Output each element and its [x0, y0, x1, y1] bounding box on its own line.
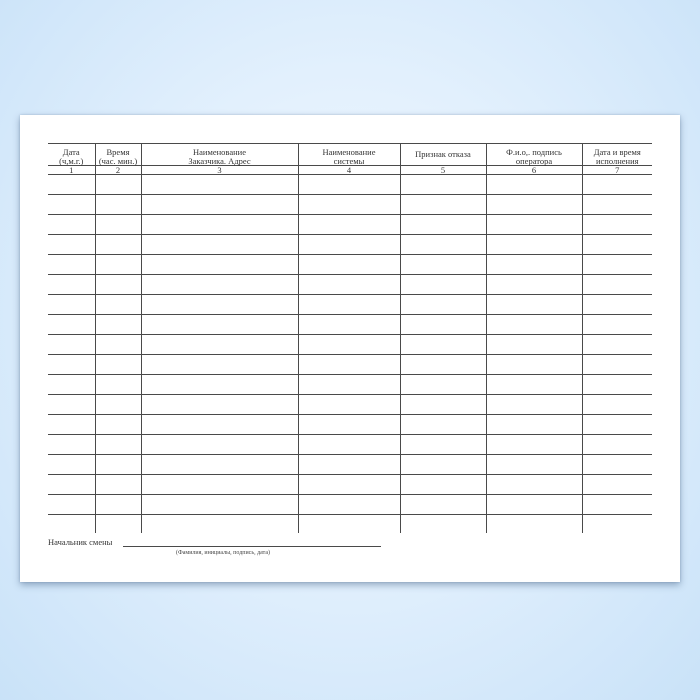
- table-cell[interactable]: [486, 435, 582, 455]
- table-cell[interactable]: [298, 355, 400, 375]
- table-row: [48, 315, 652, 335]
- table-cell[interactable]: [298, 495, 400, 515]
- table-cell[interactable]: [486, 375, 582, 395]
- table-cell[interactable]: [48, 415, 95, 435]
- table-cell[interactable]: [298, 455, 400, 475]
- table-cell[interactable]: [95, 195, 141, 215]
- table-cell[interactable]: [48, 195, 95, 215]
- table-cell[interactable]: [582, 215, 652, 235]
- table-row: [48, 515, 652, 534]
- table-cell[interactable]: [141, 455, 298, 475]
- table-cell[interactable]: [298, 395, 400, 415]
- table-cell[interactable]: [582, 335, 652, 355]
- col-number: 1: [48, 166, 95, 175]
- table-row: [48, 235, 652, 255]
- table-cell[interactable]: [141, 175, 298, 195]
- table-cell[interactable]: [48, 455, 95, 475]
- table-cell[interactable]: [400, 375, 486, 395]
- col-header-completion: Дата и время исполнения: [582, 144, 652, 166]
- table-cell[interactable]: [95, 295, 141, 315]
- table-row: [48, 295, 652, 315]
- col-number: 3: [141, 166, 298, 175]
- table-cell[interactable]: [141, 415, 298, 435]
- table-cell[interactable]: [486, 195, 582, 215]
- journal-table: [48, 143, 652, 533]
- table-cell[interactable]: [582, 475, 652, 495]
- table-cell[interactable]: [298, 215, 400, 235]
- table-cell[interactable]: [400, 355, 486, 375]
- table-cell[interactable]: [298, 295, 400, 315]
- col-header-date: Дата (ч,м.г.): [48, 144, 95, 166]
- table-row: [48, 335, 652, 355]
- table-cell[interactable]: [95, 335, 141, 355]
- table-cell[interactable]: [486, 255, 582, 275]
- table-cell[interactable]: [582, 195, 652, 215]
- table-cell[interactable]: [400, 295, 486, 315]
- table-cell[interactable]: [400, 215, 486, 235]
- col-header-time: Время (час. мин.): [95, 144, 141, 166]
- table-cell[interactable]: [48, 215, 95, 235]
- table-cell[interactable]: [141, 495, 298, 515]
- table-cell[interactable]: [141, 275, 298, 295]
- table-cell[interactable]: [95, 255, 141, 275]
- table-cell[interactable]: [48, 355, 95, 375]
- table-row: [48, 195, 652, 215]
- col-header-system: Наименование системы: [298, 144, 400, 166]
- table-cell[interactable]: [95, 495, 141, 515]
- table-cell[interactable]: [95, 275, 141, 295]
- table-cell[interactable]: [400, 315, 486, 335]
- table-cell[interactable]: [486, 415, 582, 435]
- table-cell[interactable]: [486, 355, 582, 375]
- table-cell[interactable]: [48, 315, 95, 335]
- table-row: [48, 475, 652, 495]
- table-cell[interactable]: [48, 475, 95, 495]
- table-cell[interactable]: [48, 375, 95, 395]
- table-cell[interactable]: [95, 515, 141, 534]
- table-cell[interactable]: [141, 315, 298, 335]
- table-cell[interactable]: [95, 315, 141, 335]
- table-cell[interactable]: [141, 355, 298, 375]
- table-cell[interactable]: [95, 475, 141, 495]
- table-row: [48, 215, 652, 235]
- table-cell[interactable]: [400, 435, 486, 455]
- table-cell[interactable]: [400, 235, 486, 255]
- table-cell[interactable]: [400, 515, 486, 534]
- table-cell[interactable]: [582, 395, 652, 415]
- table-cell[interactable]: [48, 255, 95, 275]
- table-cell[interactable]: [141, 215, 298, 235]
- table-cell[interactable]: [298, 515, 400, 534]
- table-cell[interactable]: [95, 235, 141, 255]
- table-cell[interactable]: [400, 275, 486, 295]
- table-cell[interactable]: [298, 195, 400, 215]
- table-cell[interactable]: [486, 455, 582, 475]
- table-cell[interactable]: [141, 335, 298, 355]
- table-row: [48, 175, 652, 195]
- table-cell[interactable]: [48, 275, 95, 295]
- table-cell[interactable]: [582, 375, 652, 395]
- table-cell[interactable]: [400, 495, 486, 515]
- table-row: [48, 455, 652, 475]
- table-cell[interactable]: [48, 395, 95, 415]
- table-cell[interactable]: [141, 255, 298, 275]
- col-number: 6: [486, 166, 582, 175]
- table-cell[interactable]: [95, 355, 141, 375]
- table-cell[interactable]: [298, 235, 400, 255]
- table-row: [48, 255, 652, 275]
- table-cell[interactable]: [141, 515, 298, 534]
- table-cell[interactable]: [582, 515, 652, 534]
- table-cell[interactable]: [141, 435, 298, 455]
- table-cell[interactable]: [486, 275, 582, 295]
- table-cell[interactable]: [486, 495, 582, 515]
- table-cell[interactable]: [95, 395, 141, 415]
- table-cell[interactable]: [48, 175, 95, 195]
- table-cell[interactable]: [141, 475, 298, 495]
- table-cell[interactable]: [582, 355, 652, 375]
- col-header-operator: Ф.и.о,. подпись оператора: [486, 144, 582, 166]
- table-cell[interactable]: [141, 395, 298, 415]
- table-cell[interactable]: [582, 495, 652, 515]
- table-cell[interactable]: [486, 395, 582, 415]
- table-cell[interactable]: [298, 415, 400, 435]
- table-cell[interactable]: [582, 315, 652, 335]
- table-cell[interactable]: [486, 235, 582, 255]
- table-cell[interactable]: [95, 435, 141, 455]
- col-number: 5: [400, 166, 486, 175]
- table-cell[interactable]: [486, 175, 582, 195]
- table-cell[interactable]: [486, 475, 582, 495]
- table-cell[interactable]: [486, 515, 582, 534]
- table-cell[interactable]: [400, 455, 486, 475]
- table-cell[interactable]: [48, 295, 95, 315]
- table-cell[interactable]: [298, 175, 400, 195]
- table-cell[interactable]: [95, 175, 141, 195]
- table-cell[interactable]: [48, 435, 95, 455]
- table-cell[interactable]: [298, 475, 400, 495]
- col-header-customer: Наименование Заказчика. Адрес: [141, 144, 298, 166]
- table-cell[interactable]: [400, 335, 486, 355]
- table-cell[interactable]: [95, 375, 141, 395]
- table-cell[interactable]: [298, 335, 400, 355]
- table-cell[interactable]: [141, 235, 298, 255]
- table-row: [48, 415, 652, 435]
- table-cell[interactable]: [486, 315, 582, 335]
- table-cell[interactable]: [141, 295, 298, 315]
- table-cell[interactable]: [95, 455, 141, 475]
- table-cell[interactable]: [400, 255, 486, 275]
- column-number-row: [48, 166, 652, 175]
- table-cell[interactable]: [400, 415, 486, 435]
- table-cell[interactable]: [48, 335, 95, 355]
- table-cell[interactable]: [48, 235, 95, 255]
- table-cell[interactable]: [582, 435, 652, 455]
- table-cell[interactable]: [486, 295, 582, 315]
- table-cell[interactable]: [400, 175, 486, 195]
- shift-supervisor-label: Начальник смены: [48, 537, 113, 547]
- table-cell[interactable]: [298, 255, 400, 275]
- table-cell[interactable]: [298, 435, 400, 455]
- table-cell[interactable]: [298, 275, 400, 295]
- table-cell[interactable]: [48, 515, 95, 534]
- table-cell[interactable]: [400, 395, 486, 415]
- table-cell[interactable]: [95, 415, 141, 435]
- table-cell[interactable]: [141, 375, 298, 395]
- table-cell[interactable]: [486, 215, 582, 235]
- table-row: [48, 355, 652, 375]
- col-number: 7: [582, 166, 652, 175]
- table-cell[interactable]: [48, 495, 95, 515]
- table-cell[interactable]: [141, 195, 298, 215]
- signature-caption: (Фамилия, инициалы, подпись, дата): [176, 550, 270, 556]
- table-cell[interactable]: [400, 195, 486, 215]
- table-cell[interactable]: [582, 415, 652, 435]
- table-row: [48, 435, 652, 455]
- col-header-failure: Признак отказа: [400, 144, 486, 166]
- table-cell[interactable]: [582, 455, 652, 475]
- col-number: 2: [95, 166, 141, 175]
- signature-line[interactable]: [123, 546, 381, 547]
- table-cell[interactable]: [298, 375, 400, 395]
- table-cell[interactable]: [582, 235, 652, 255]
- table-row: [48, 395, 652, 415]
- table-cell[interactable]: [95, 215, 141, 235]
- journal-sheet: [20, 115, 680, 582]
- header-row: [48, 144, 652, 166]
- table-row: [48, 495, 652, 515]
- table-row: [48, 275, 652, 295]
- table-row: [48, 375, 652, 395]
- table-cell[interactable]: [582, 295, 652, 315]
- table-cell[interactable]: [582, 275, 652, 295]
- table-cell[interactable]: [582, 255, 652, 275]
- table-cell[interactable]: [486, 335, 582, 355]
- table-cell[interactable]: [400, 475, 486, 495]
- col-number: 4: [298, 166, 400, 175]
- table-cell[interactable]: [298, 315, 400, 335]
- table-cell[interactable]: [582, 175, 652, 195]
